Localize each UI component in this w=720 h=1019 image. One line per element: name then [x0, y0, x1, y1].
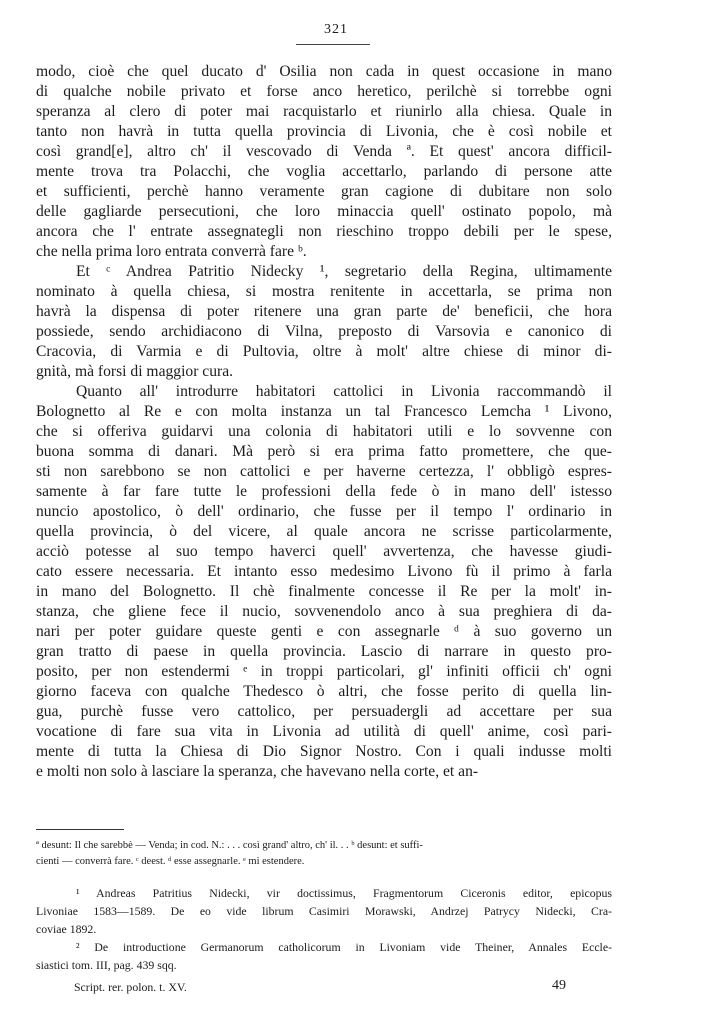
text-line: giorno faceva con qualche Thedesco ò altri, che fosse perito di quella lin- — [36, 683, 612, 700]
text-line: sti non sarebbono se non cattolici e per haverne certezza, l' obbligò espres- — [36, 463, 612, 480]
text-line: mente di tutta la Chiesa di Dio Signor Nostro. Con i quali indusse molti — [36, 743, 612, 760]
header-rule — [296, 44, 370, 45]
text-line: Et ᶜ Andrea Patritio Nidecky ¹, segretario della Regina, ultimamente — [76, 263, 612, 280]
text-line: possiede, sendo archidiacono di Vilna, preposto di Varsovia e canonico di — [36, 323, 612, 340]
text-line: vocatione di fare sua vita in Livonia ad utilità di quell' anime, così pari- — [36, 723, 612, 740]
footnote-line: ¹ Andreas Patritius Nidecki, vir doctissimus, Fragmentorum Ciceronis editor, epicopus — [76, 886, 612, 900]
text-line: stanza, che gliene fece il nucio, sovvenendolo anco à sua preghiera di da- — [36, 603, 612, 620]
text-line: gnità, mà forsi di maggior cura. — [36, 363, 234, 380]
footnotes — [36, 884, 612, 974]
text-line: e molti non solo à lasciare la speranza, che havevano nella corte, et an- — [36, 763, 479, 780]
text-line: gua, purchè fusse vero cattolico, per persuadergli ad accettare per sua — [36, 703, 612, 720]
page-number: 321 — [324, 22, 348, 37]
text-line: in mano del Bolognetto. Il chè finalmente concesse il Re per la molt' in- — [36, 583, 612, 600]
text-line: gran tratto di paese in quella provincia. Lascio di narrare in questo pro- — [36, 643, 612, 660]
text-line: di qualche nobile privato et forse anco heretico, perilchè si torrebbe ogni — [36, 83, 612, 100]
text-line: Bolognetto al Re e con molta instanza un tal Francesco Lemcha ¹ Livono, — [36, 403, 612, 420]
apparatus-line: ª desunt: Il che sarebbè — Venda; in cod. N.: . . . così grand' altro, ch' il. . . ᵇ desunt: et suffi- — [36, 840, 423, 851]
text-line: samente à far fare tutte le professioni della fede ò in mano dell' istesso — [36, 483, 612, 500]
text-line: buona somma di danari. Mà però si era prima fatto promettere, che que- — [36, 443, 612, 460]
text-line: mente trova tra Polacchi, che voglia accettarlo, parlando di persone atte — [36, 163, 612, 180]
footnote-line: coviae 1892. — [36, 922, 97, 936]
text-line: nominato à quella chiesa, si mostra renitente in accettarla, se prima non — [36, 283, 612, 300]
text-line: acciò potesse al suo tempo haverci quell' avvertenza, che havesse giudi- — [36, 543, 612, 560]
footnote-line: Livoniae 1583—1589. De eo vide librum Casimiri Morawski, Andrzej Patrycy Nidecki, Cra- — [36, 904, 612, 918]
text-line: Quanto all' introdurre habitatori cattolici in Livonia raccommandò il — [76, 383, 612, 400]
critical-apparatus — [36, 838, 612, 870]
text-line: che si offeriva guidarvi una colonia di habitatori utili e lo sovvenne con — [36, 423, 612, 440]
text-line: nuncio apostolico, ò dell' ordinario, che fusse per il tempo l' ordinario in — [36, 503, 612, 520]
text-line: quella provincia, ò del vicere, al quale ancora ne scrisse particolarmente, — [36, 523, 612, 540]
text-line: ancora che l' entrate assegnategli non rieschino troppo debili per le spese, — [36, 223, 612, 240]
text-line: et sufficienti, perchè hanno veramente gran cagione di dubitare non solo — [36, 183, 612, 200]
text-line: nari per poter guidare queste genti e con assegnarle ᵈ à suo governo un — [36, 623, 612, 640]
text-line: che nella prima loro entrata converrà fare ᵇ. — [36, 243, 307, 260]
text-line: speranza al clero di poter mai racquistarlo et riunirlo alla chiesa. Quale in — [36, 103, 612, 120]
text-line: modo, cioè che quel ducato d' Osilia non cada in quest occasione in mano — [36, 63, 612, 80]
text-line: havrà la dispensa di poter ritenere una gran parte de' beneficii, che hora — [36, 303, 612, 320]
footnote-rule — [36, 829, 124, 830]
footnote-line: ² De introductione Germanorum catholicorum in Livoniam vide Theiner, Annales Eccle- — [76, 940, 612, 954]
text-line: delle gagliarde persecutioni, che loro minaccia quell' ostinato popolo, mà — [36, 203, 612, 220]
series-signature: Script. rer. polon. t. XV. — [74, 980, 187, 994]
text-line: posito, per non estendermi ᵉ in troppi particolari, gl' infiniti officii ch' ogni — [36, 663, 612, 680]
text-line: cato essere necessaria. Et intanto esso medesimo Livono fù il primo à farla — [36, 563, 612, 580]
apparatus-line: cienti — converrà fare. ᶜ deest. ᵈ esse assegnarle. ᵉ mi estendere. — [36, 856, 305, 867]
main-text — [36, 62, 612, 782]
text-line: tanto non havrà in tutta quella provincia di Livonia, che è così nobile et — [36, 123, 612, 140]
text-line: Cracovia, di Varmia e di Pultovia, oltre à molt' altre chiese di minor di- — [36, 343, 612, 360]
text-line: così grand[e], altro ch' il vescovado di Venda ª. Et quest' ancora difficil- — [36, 143, 612, 160]
sheet-number: 49 — [552, 978, 566, 993]
footnote-line: siastici tom. III, pag. 439 sqq. — [36, 958, 177, 972]
